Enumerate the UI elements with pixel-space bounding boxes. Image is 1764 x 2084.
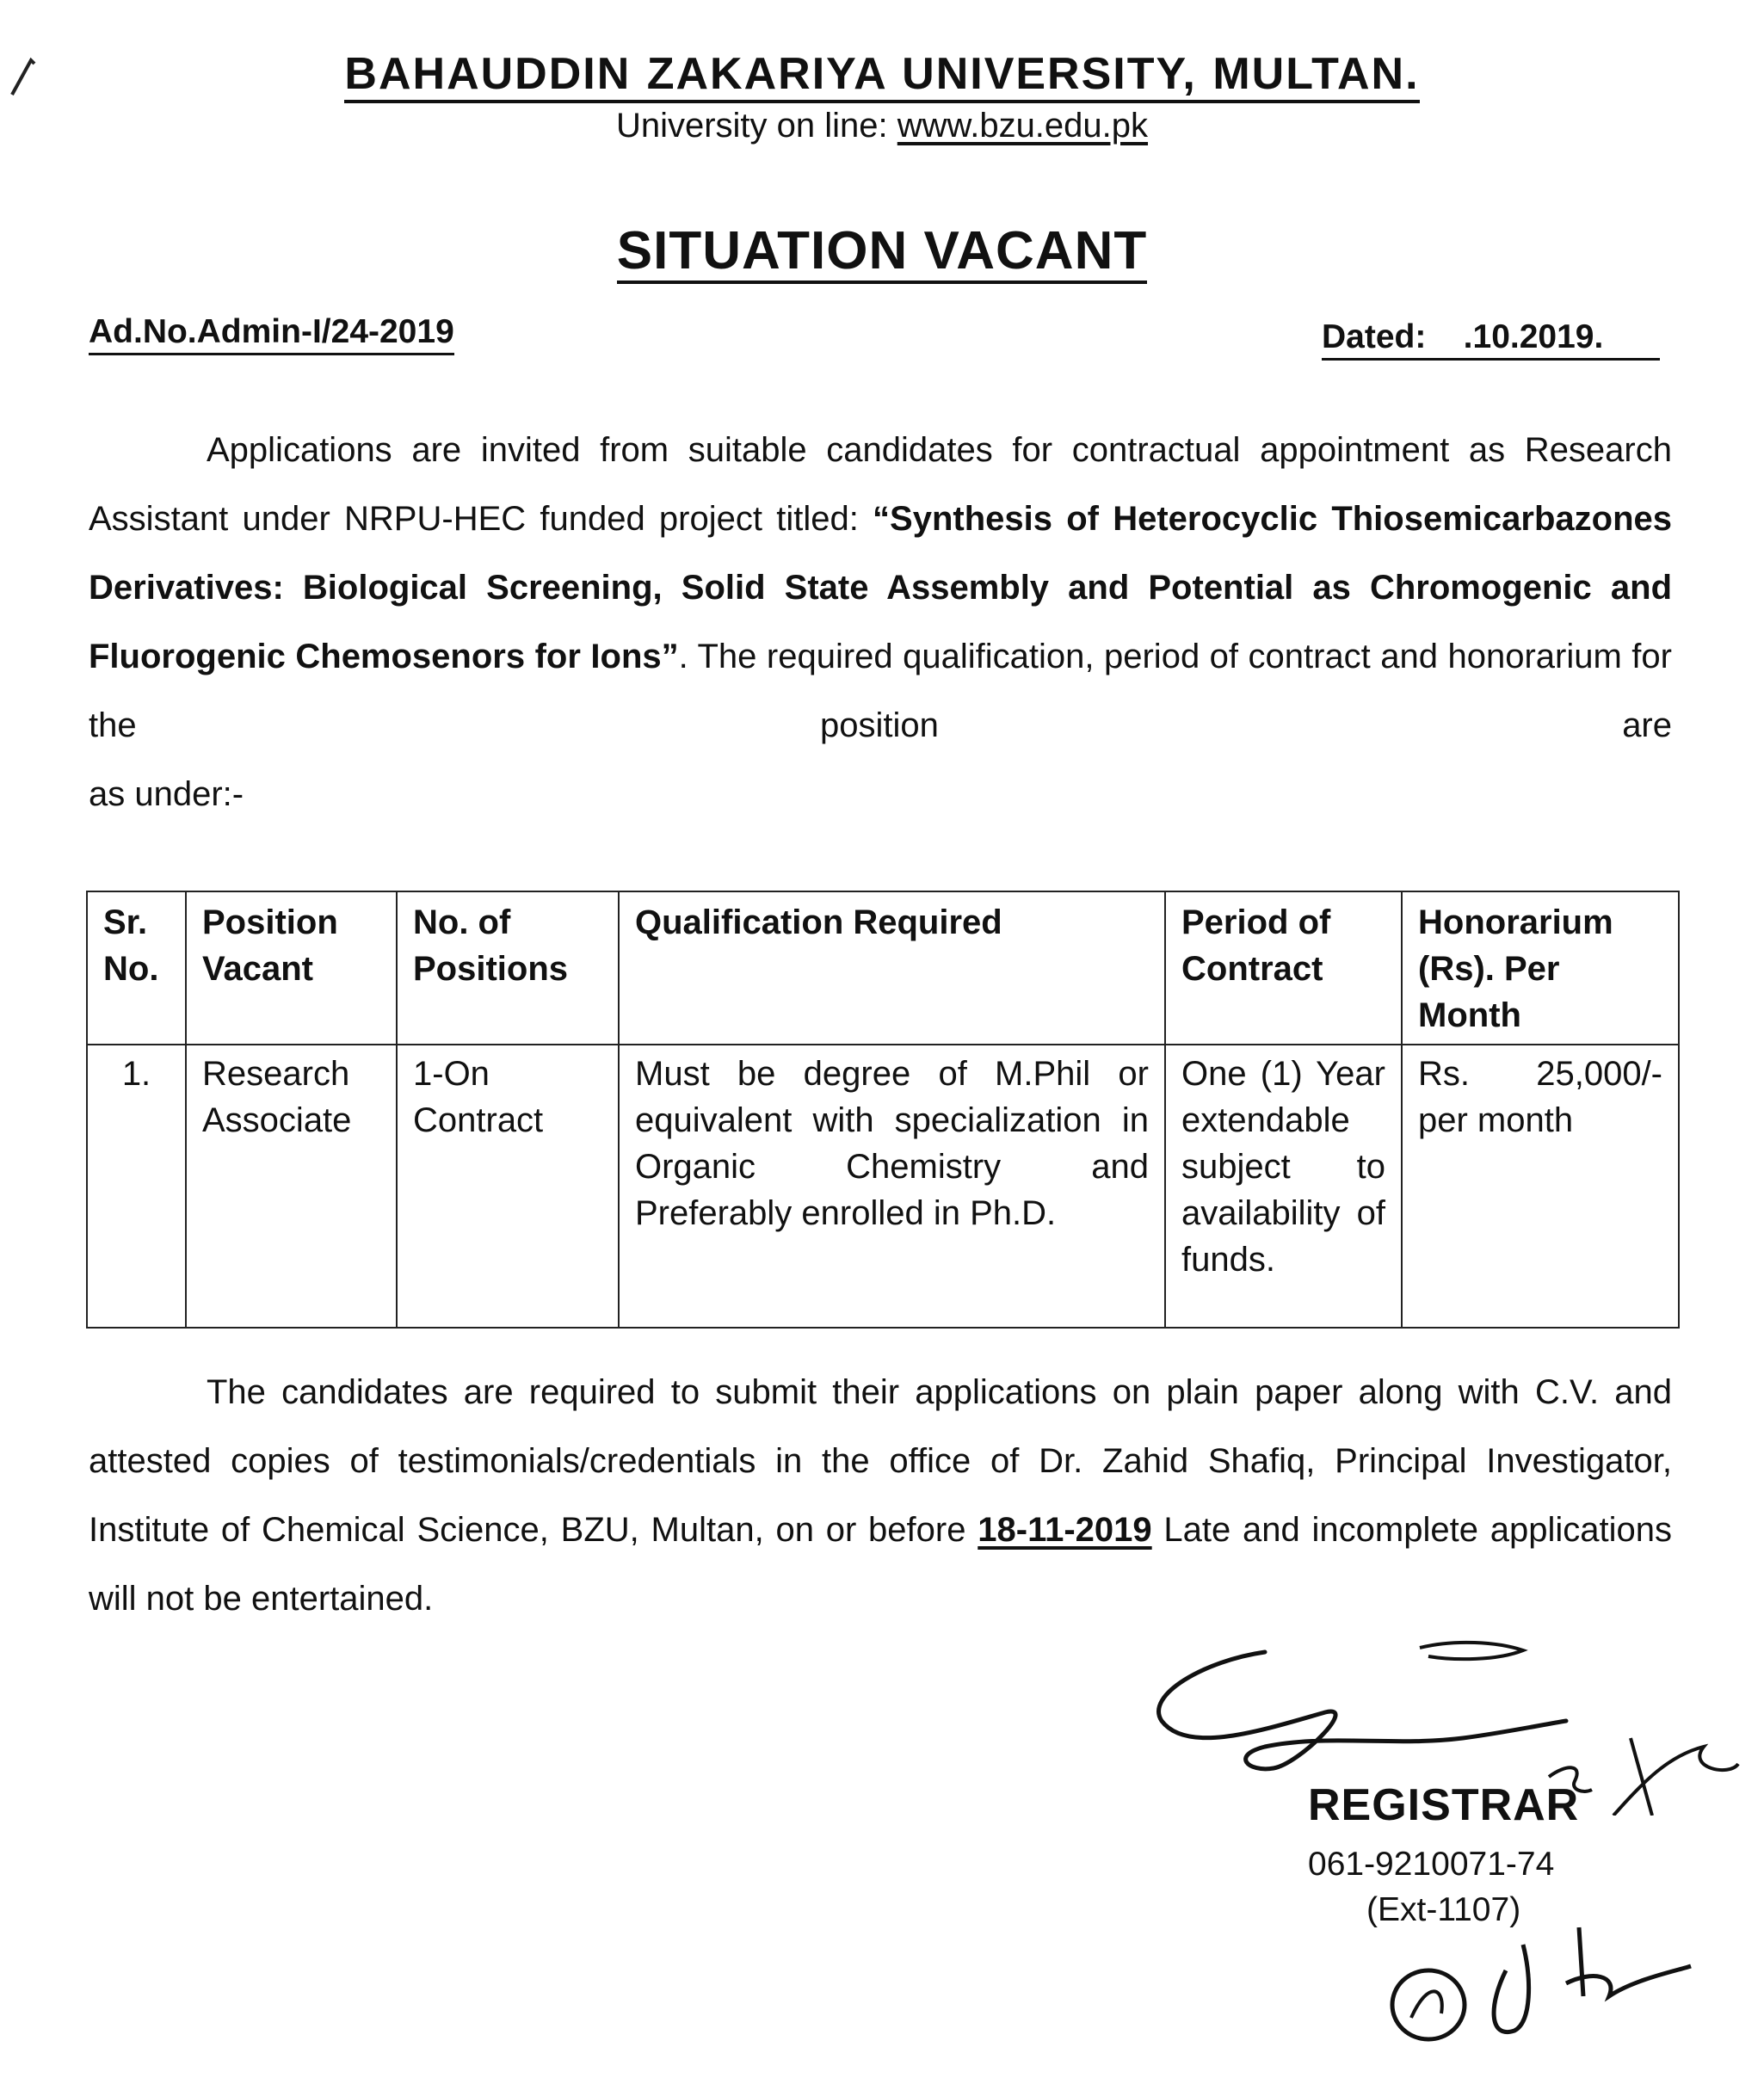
header-period: Period of Contract [1165,891,1402,1045]
cell-qualification: Must be degree of M.Phil or equivalent with specialization in Organic Chemistry and Preferably enrolled in Ph.D. [619,1045,1165,1328]
cell-count: 1-On Contract [397,1045,619,1328]
header-sr-no: Sr. No. [87,891,186,1045]
closing-text-end: Late and incomplete applications will not be entertained. [89,1511,1673,1618]
closing-paragraph [89,1358,1672,1633]
intro-text-start: Applications are invited from suitable candidates for contractual appointment as Research Assistant under NRPU-HEC funded project titled: [89,431,1672,538]
university-online [0,107,1764,145]
university-name-text: BAHAUDDIN ZAKARIYA UNIVERSITY, MULTAN. [344,49,1419,103]
header-position: Position Vacant [186,891,397,1045]
advertisement-heading-text: SITUATION VACANT [617,221,1147,284]
cell-period: One (1) Year extendable subject to availability of funds. [1165,1045,1402,1328]
cell-sr-no: 1. [87,1045,186,1328]
intro-paragraph [89,416,1672,829]
online-label: University on line: [615,107,897,145]
header-qualification: Qualification Required [619,891,1165,1045]
closing-text-start: The candidates are required to submit their applications on plain paper along with C.V. and attested copies of testimonials/credentials in the office of Dr. Zahid Shafiq, Principal Investigator, Institute of Chemical Science, BZU, Multan, on or before [89,1373,1672,1549]
header-count: No. of Positions [397,891,619,1045]
university-website-link[interactable]: www.bzu.edu.pk [897,107,1149,145]
advertisement-date-text: Dated: .10.2019. [1322,318,1604,355]
registrar-extension: (Ext-1107) [1366,1891,1521,1928]
last-date: 18-11-2019 [978,1511,1152,1549]
project-title: “Synthesis of Heterocyclic Thiosemicarbazones Derivatives: Biological Screening, Solid State Assembly and Potential as Chromogenic and Fluorogenic Chemosenors for Ions” [89,500,1673,675]
table-row [87,1045,1679,1328]
advertisement-number: Ad.No.Admin-I/24-2019 [89,311,454,355]
initials-scribble [1360,1876,1704,2048]
positions-table [86,891,1680,1329]
cell-honorarium: Rs. 25,000/- per month [1402,1045,1679,1328]
intro-text-end: . The required qualification, period of contract and honorarium for the position are [89,638,1672,744]
advertisement-date [1322,317,1660,361]
intro-tail: as under:- [89,775,244,813]
advertisement-heading [0,220,1764,281]
cell-position: Research Associate [186,1045,397,1328]
table-header-row [87,891,1679,1045]
registrar-phone: 061-9210071-74 [1308,1846,1555,1883]
university-name [0,48,1764,100]
signatory-title: REGISTRAR [1308,1780,1580,1830]
header-honorarium: Honorarium (Rs). Per Month [1402,891,1679,1045]
